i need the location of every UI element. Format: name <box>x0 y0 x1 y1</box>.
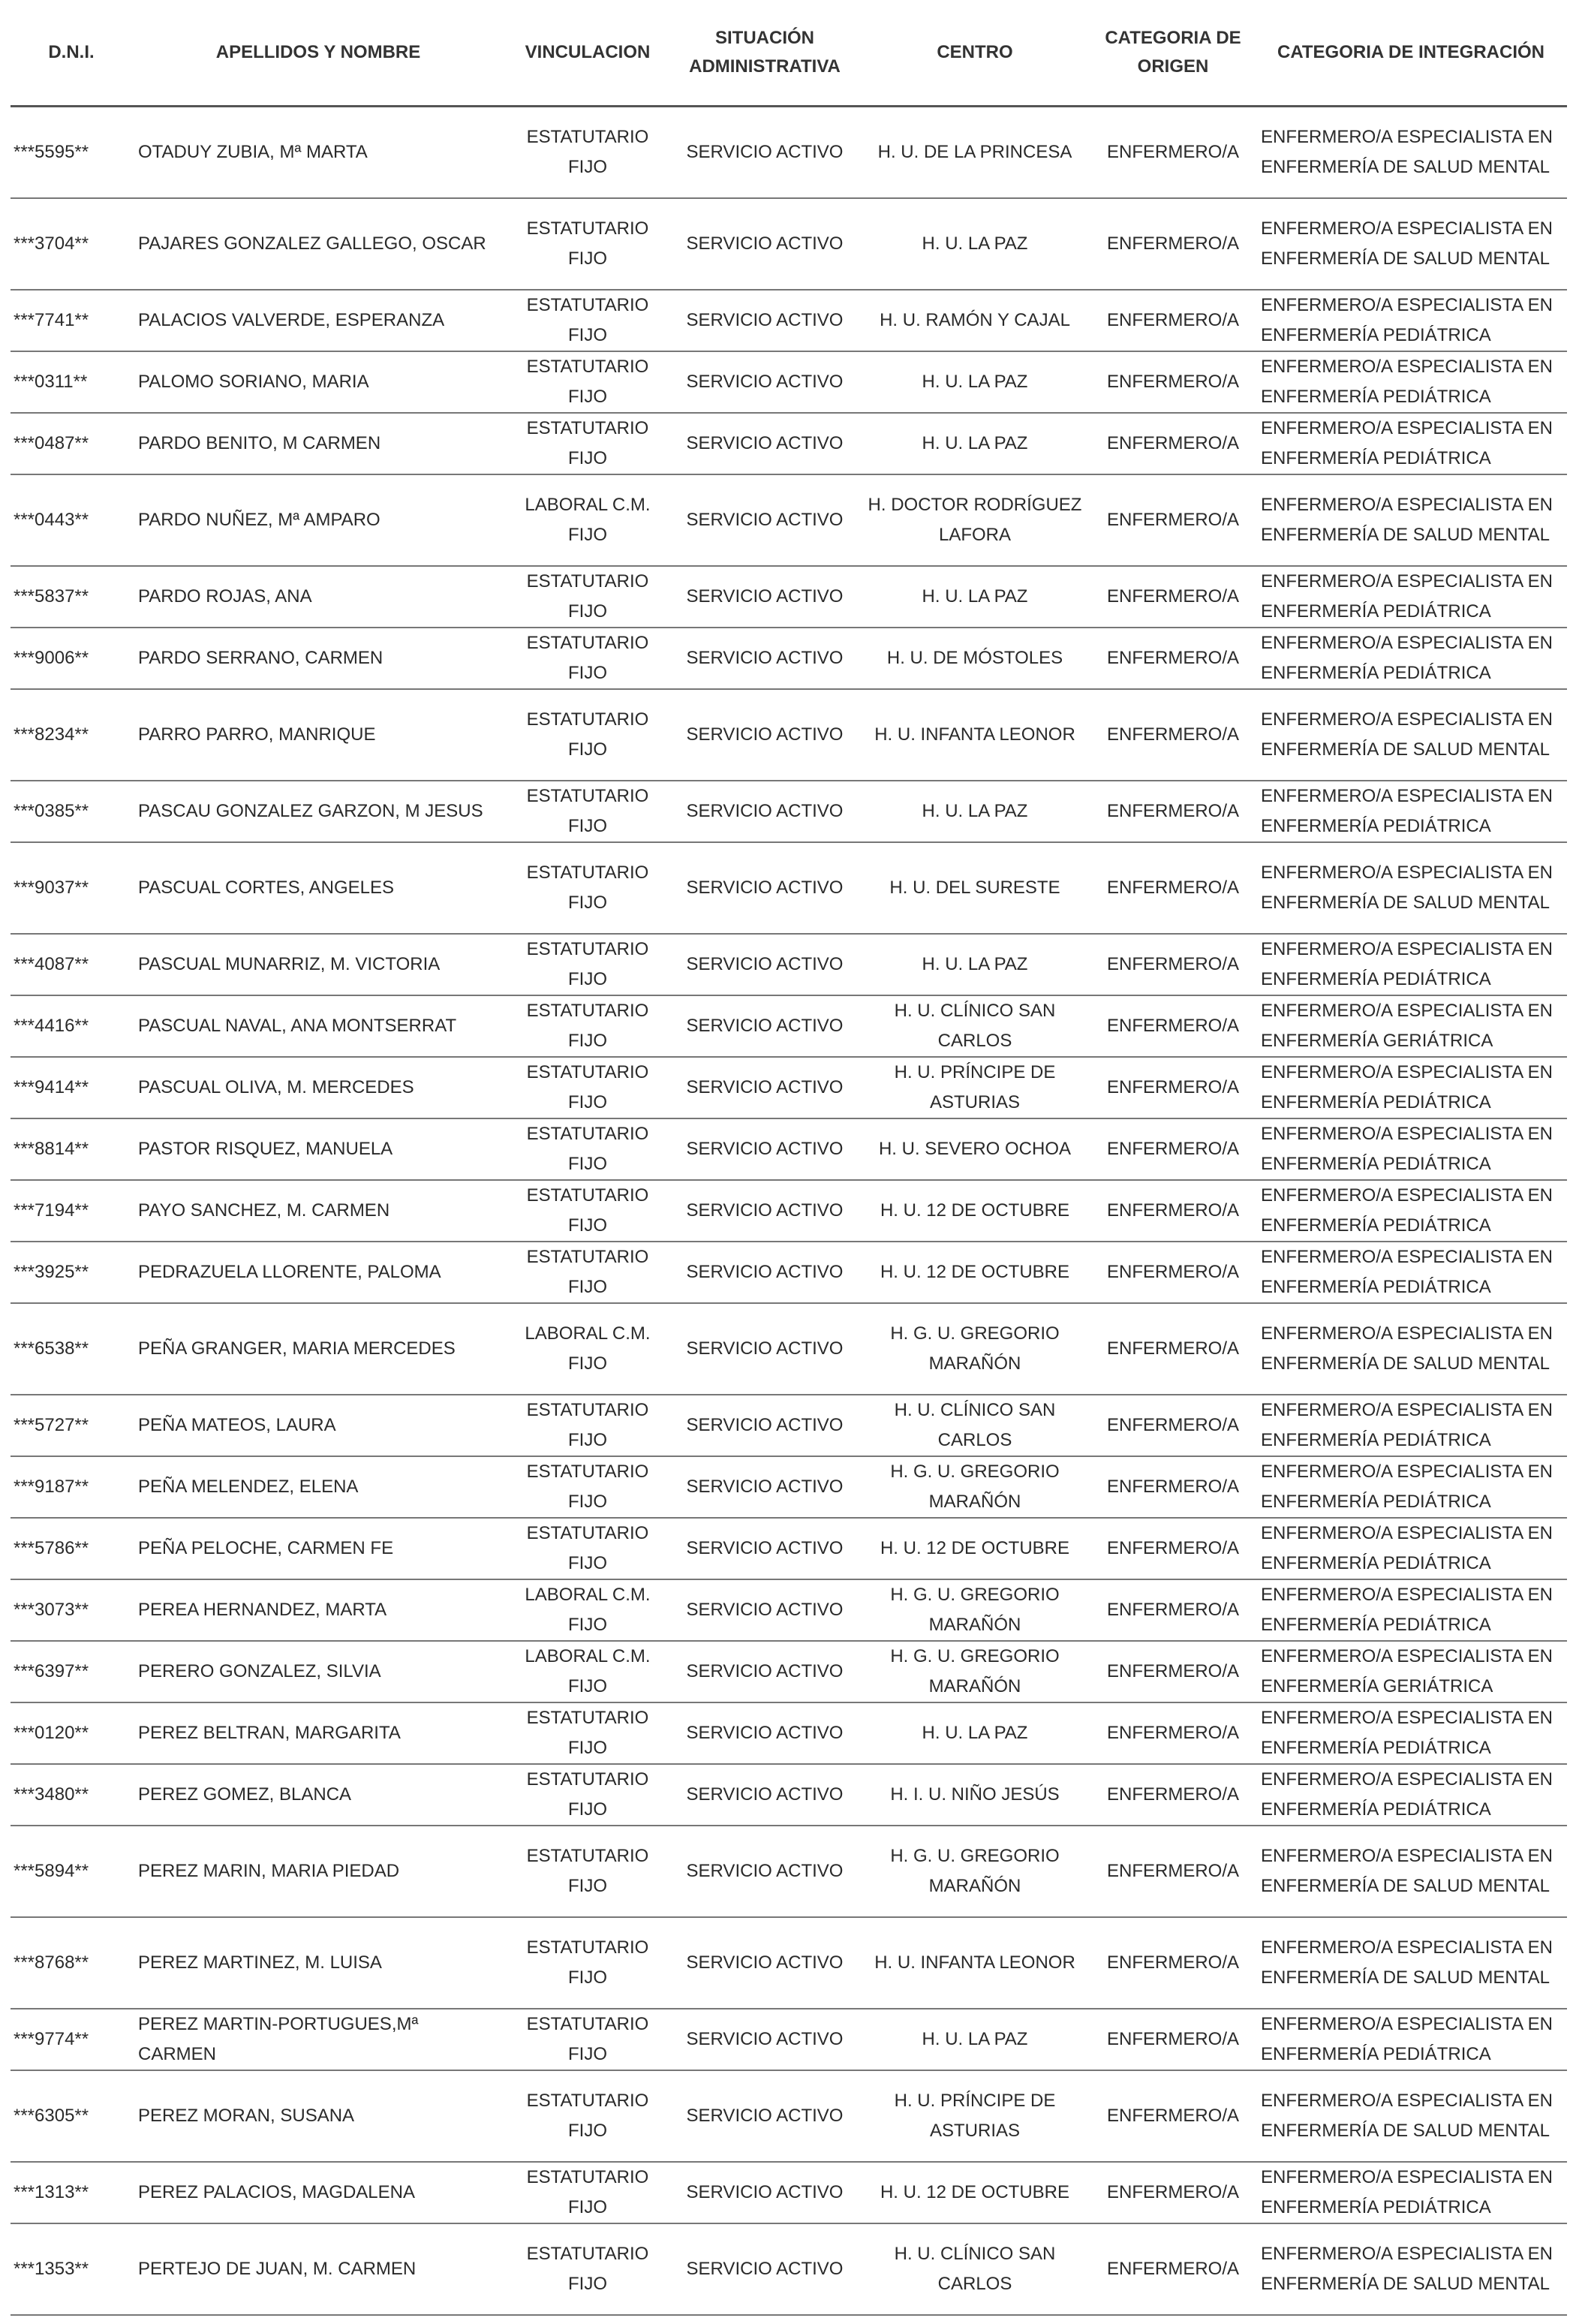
cell-centro: H. U. LA PAZ <box>859 566 1091 628</box>
cell-vinculacion: ESTATUTARIO FIJO <box>504 290 671 351</box>
table-row <box>11 351 1567 413</box>
cell-situacion: SERVICIO ACTIVO <box>671 566 859 628</box>
cell-name: PARDO NUÑEZ, Mª AMPARO <box>132 474 504 566</box>
table-row <box>11 628 1567 689</box>
cell-categoria-integracion: ENFERMERO/A ESPECIALISTA EN ENFERMERÍA PEDIÁTRICA <box>1255 566 1567 628</box>
cell-categoria-origen: ENFERMERO/A <box>1091 198 1255 290</box>
cell-categoria-origen: ENFERMERO/A <box>1091 2223 1255 2315</box>
cell-categoria-origen: ENFERMERO/A <box>1091 689 1255 781</box>
header-categoria-integracion: CATEGORIA DE INTEGRACIÓN <box>1255 0 1567 107</box>
cell-categoria-origen: ENFERMERO/A <box>1091 995 1255 1057</box>
cell-situacion: SERVICIO ACTIVO <box>671 1180 859 1242</box>
cell-categoria-integracion: ENFERMERO/A ESPECIALISTA EN ENFERMERÍA PEDIÁTRICA <box>1255 781 1567 842</box>
header-name: APELLIDOS Y NOMBRE <box>132 0 504 107</box>
cell-centro: H. U. LA PAZ <box>859 351 1091 413</box>
cell-vinculacion: ESTATUTARIO FIJO <box>504 107 671 199</box>
cell-situacion: SERVICIO ACTIVO <box>671 2009 859 2070</box>
cell-situacion: SERVICIO ACTIVO <box>671 1456 859 1518</box>
table-row <box>11 413 1567 474</box>
cell-vinculacion: ESTATUTARIO FIJO <box>504 934 671 995</box>
cell-categoria-integracion: ENFERMERO/A ESPECIALISTA EN ENFERMERÍA PEDIÁTRICA <box>1255 1702 1567 1764</box>
table-row <box>11 1917 1567 2009</box>
document-page <box>11 0 1567 2316</box>
header-dni: D.N.I. <box>11 0 132 107</box>
cell-vinculacion: LABORAL C.M. FIJO <box>504 1641 671 1702</box>
cell-categoria-origen: ENFERMERO/A <box>1091 1579 1255 1641</box>
cell-name: PEREZ MARIN, MARIA PIEDAD <box>132 1826 504 1917</box>
cell-centro: H. U. PRÍNCIPE DE ASTURIAS <box>859 2070 1091 2162</box>
cell-vinculacion: ESTATUTARIO FIJO <box>504 1764 671 1826</box>
cell-centro: H. G. U. GREGORIO MARAÑÓN <box>859 1303 1091 1395</box>
cell-dni: ***9774** <box>11 2009 132 2070</box>
cell-centro: H. U. 12 DE OCTUBRE <box>859 1518 1091 1579</box>
cell-dni: ***5595** <box>11 107 132 199</box>
table-row <box>11 198 1567 290</box>
cell-dni: ***5837** <box>11 566 132 628</box>
table-row <box>11 290 1567 351</box>
cell-vinculacion: ESTATUTARIO FIJO <box>504 1518 671 1579</box>
cell-vinculacion: ESTATUTARIO FIJO <box>504 2223 671 2315</box>
cell-dni: ***3480** <box>11 1764 132 1826</box>
cell-centro: H. U. PRÍNCIPE DE ASTURIAS <box>859 1057 1091 1118</box>
cell-categoria-origen: ENFERMERO/A <box>1091 1395 1255 1456</box>
cell-name: PARDO ROJAS, ANA <box>132 566 504 628</box>
cell-categoria-origen: ENFERMERO/A <box>1091 2162 1255 2223</box>
cell-situacion: SERVICIO ACTIVO <box>671 1702 859 1764</box>
cell-name: PASCUAL NAVAL, ANA MONTSERRAT <box>132 995 504 1057</box>
table-row <box>11 1518 1567 1579</box>
cell-situacion: SERVICIO ACTIVO <box>671 1518 859 1579</box>
cell-centro: H. G. U. GREGORIO MARAÑÓN <box>859 1826 1091 1917</box>
cell-centro: H. U. SEVERO OCHOA <box>859 1118 1091 1180</box>
cell-categoria-integracion: ENFERMERO/A ESPECIALISTA EN ENFERMERÍA PEDIÁTRICA <box>1255 1456 1567 1518</box>
cell-vinculacion: ESTATUTARIO FIJO <box>504 842 671 934</box>
cell-name: PEÑA MATEOS, LAURA <box>132 1395 504 1456</box>
cell-centro: H. U. 12 DE OCTUBRE <box>859 2162 1091 2223</box>
cell-situacion: SERVICIO ACTIVO <box>671 351 859 413</box>
cell-vinculacion: ESTATUTARIO FIJO <box>504 1395 671 1456</box>
cell-situacion: SERVICIO ACTIVO <box>671 198 859 290</box>
table-row <box>11 566 1567 628</box>
cell-name: PASCUAL MUNARRIZ, M. VICTORIA <box>132 934 504 995</box>
cell-dni: ***0487** <box>11 413 132 474</box>
cell-dni: ***7741** <box>11 290 132 351</box>
cell-centro: H. U. CLÍNICO SAN CARLOS <box>859 2223 1091 2315</box>
table-row <box>11 1702 1567 1764</box>
cell-categoria-origen: ENFERMERO/A <box>1091 781 1255 842</box>
cell-categoria-integracion: ENFERMERO/A ESPECIALISTA EN ENFERMERÍA PEDIÁTRICA <box>1255 351 1567 413</box>
table-row <box>11 2162 1567 2223</box>
cell-dni: ***0120** <box>11 1702 132 1764</box>
cell-vinculacion: ESTATUTARIO FIJO <box>504 628 671 689</box>
cell-dni: ***3925** <box>11 1242 132 1303</box>
cell-dni: ***1353** <box>11 2223 132 2315</box>
cell-categoria-origen: ENFERMERO/A <box>1091 1057 1255 1118</box>
table-row <box>11 781 1567 842</box>
header-centro: CENTRO <box>859 0 1091 107</box>
cell-categoria-origen: ENFERMERO/A <box>1091 1456 1255 1518</box>
table-row <box>11 1180 1567 1242</box>
cell-name: PAJARES GONZALEZ GALLEGO, OSCAR <box>132 198 504 290</box>
table-row <box>11 107 1567 199</box>
table-row <box>11 1579 1567 1641</box>
cell-categoria-integracion: ENFERMERO/A ESPECIALISTA EN ENFERMERÍA DE SALUD MENTAL <box>1255 107 1567 199</box>
cell-vinculacion: ESTATUTARIO FIJO <box>504 2009 671 2070</box>
cell-situacion: SERVICIO ACTIVO <box>671 1917 859 2009</box>
table-row <box>11 1057 1567 1118</box>
cell-categoria-origen: ENFERMERO/A <box>1091 1303 1255 1395</box>
cell-name: PERERO GONZALEZ, SILVIA <box>132 1641 504 1702</box>
cell-name: PASCUAL CORTES, ANGELES <box>132 842 504 934</box>
cell-categoria-origen: ENFERMERO/A <box>1091 1118 1255 1180</box>
cell-centro: H. I. U. NIÑO JESÚS <box>859 1764 1091 1826</box>
cell-dni: ***3073** <box>11 1579 132 1641</box>
table-row <box>11 2223 1567 2315</box>
cell-situacion: SERVICIO ACTIVO <box>671 1057 859 1118</box>
cell-categoria-origen: ENFERMERO/A <box>1091 1180 1255 1242</box>
cell-categoria-integracion: ENFERMERO/A ESPECIALISTA EN ENFERMERÍA PEDIÁTRICA <box>1255 1579 1567 1641</box>
cell-name: PEREZ GOMEZ, BLANCA <box>132 1764 504 1826</box>
cell-vinculacion: ESTATUTARIO FIJO <box>504 1057 671 1118</box>
cell-categoria-integracion: ENFERMERO/A ESPECIALISTA EN ENFERMERÍA PEDIÁTRICA <box>1255 1764 1567 1826</box>
cell-dni: ***8234** <box>11 689 132 781</box>
cell-vinculacion: ESTATUTARIO FIJO <box>504 1180 671 1242</box>
cell-dni: ***5786** <box>11 1518 132 1579</box>
table-row <box>11 1242 1567 1303</box>
cell-situacion: SERVICIO ACTIVO <box>671 2223 859 2315</box>
cell-situacion: SERVICIO ACTIVO <box>671 628 859 689</box>
table-row <box>11 689 1567 781</box>
cell-dni: ***3704** <box>11 198 132 290</box>
cell-situacion: SERVICIO ACTIVO <box>671 842 859 934</box>
cell-centro: H. DOCTOR RODRÍGUEZ LAFORA <box>859 474 1091 566</box>
cell-name: PEREA HERNANDEZ, MARTA <box>132 1579 504 1641</box>
cell-centro: H. U. 12 DE OCTUBRE <box>859 1180 1091 1242</box>
table-row <box>11 1303 1567 1395</box>
cell-situacion: SERVICIO ACTIVO <box>671 1579 859 1641</box>
table-row <box>11 1641 1567 1702</box>
cell-categoria-integracion: ENFERMERO/A ESPECIALISTA EN ENFERMERÍA DE SALUD MENTAL <box>1255 1917 1567 2009</box>
cell-dni: ***9414** <box>11 1057 132 1118</box>
cell-situacion: SERVICIO ACTIVO <box>671 781 859 842</box>
cell-dni: ***4087** <box>11 934 132 995</box>
cell-categoria-integracion: ENFERMERO/A ESPECIALISTA EN ENFERMERÍA PEDIÁTRICA <box>1255 1395 1567 1456</box>
cell-categoria-integracion: ENFERMERO/A ESPECIALISTA EN ENFERMERÍA DE SALUD MENTAL <box>1255 2223 1567 2315</box>
cell-categoria-origen: ENFERMERO/A <box>1091 474 1255 566</box>
cell-name: PARDO SERRANO, CARMEN <box>132 628 504 689</box>
cell-situacion: SERVICIO ACTIVO <box>671 1303 859 1395</box>
cell-centro: H. U. INFANTA LEONOR <box>859 689 1091 781</box>
cell-situacion: SERVICIO ACTIVO <box>671 1395 859 1456</box>
cell-vinculacion: ESTATUTARIO FIJO <box>504 1118 671 1180</box>
cell-vinculacion: LABORAL C.M. FIJO <box>504 474 671 566</box>
cell-situacion: SERVICIO ACTIVO <box>671 2162 859 2223</box>
cell-dni: ***8814** <box>11 1118 132 1180</box>
cell-situacion: SERVICIO ACTIVO <box>671 1826 859 1917</box>
cell-name: PEREZ MARTINEZ, M. LUISA <box>132 1917 504 2009</box>
table-row <box>11 1118 1567 1180</box>
cell-dni: ***5894** <box>11 1826 132 1917</box>
cell-situacion: SERVICIO ACTIVO <box>671 2070 859 2162</box>
cell-categoria-origen: ENFERMERO/A <box>1091 351 1255 413</box>
cell-categoria-integracion: ENFERMERO/A ESPECIALISTA EN ENFERMERÍA GERIÁTRICA <box>1255 1641 1567 1702</box>
cell-centro: H. U. CLÍNICO SAN CARLOS <box>859 995 1091 1057</box>
cell-categoria-integracion: ENFERMERO/A ESPECIALISTA EN ENFERMERÍA PEDIÁTRICA <box>1255 2162 1567 2223</box>
cell-vinculacion: ESTATUTARIO FIJO <box>504 1456 671 1518</box>
cell-dni: ***7194** <box>11 1180 132 1242</box>
cell-name: PEREZ MORAN, SUSANA <box>132 2070 504 2162</box>
table-row <box>11 1395 1567 1456</box>
cell-categoria-origen: ENFERMERO/A <box>1091 842 1255 934</box>
cell-dni: ***6305** <box>11 2070 132 2162</box>
table-body <box>11 107 1567 2316</box>
cell-centro: H. U. DE MÓSTOLES <box>859 628 1091 689</box>
cell-name: PEREZ BELTRAN, MARGARITA <box>132 1702 504 1764</box>
cell-categoria-integracion: ENFERMERO/A ESPECIALISTA EN ENFERMERÍA PEDIÁTRICA <box>1255 2009 1567 2070</box>
cell-categoria-integracion: ENFERMERO/A ESPECIALISTA EN ENFERMERÍA DE SALUD MENTAL <box>1255 689 1567 781</box>
cell-vinculacion: ESTATUTARIO FIJO <box>504 2070 671 2162</box>
cell-vinculacion: ESTATUTARIO FIJO <box>504 198 671 290</box>
cell-centro: H. G. U. GREGORIO MARAÑÓN <box>859 1641 1091 1702</box>
cell-categoria-integracion: ENFERMERO/A ESPECIALISTA EN ENFERMERÍA DE SALUD MENTAL <box>1255 474 1567 566</box>
cell-categoria-integracion: ENFERMERO/A ESPECIALISTA EN ENFERMERÍA PEDIÁTRICA <box>1255 1180 1567 1242</box>
cell-categoria-integracion: ENFERMERO/A ESPECIALISTA EN ENFERMERÍA GERIÁTRICA <box>1255 995 1567 1057</box>
cell-categoria-origen: ENFERMERO/A <box>1091 628 1255 689</box>
cell-categoria-origen: ENFERMERO/A <box>1091 1641 1255 1702</box>
cell-vinculacion: ESTATUTARIO FIJO <box>504 1702 671 1764</box>
cell-vinculacion: LABORAL C.M. FIJO <box>504 1303 671 1395</box>
cell-categoria-integracion: ENFERMERO/A ESPECIALISTA EN ENFERMERÍA PEDIÁTRICA <box>1255 1518 1567 1579</box>
cell-categoria-origen: ENFERMERO/A <box>1091 1764 1255 1826</box>
cell-categoria-integracion: ENFERMERO/A ESPECIALISTA EN ENFERMERÍA DE SALUD MENTAL <box>1255 1826 1567 1917</box>
cell-situacion: SERVICIO ACTIVO <box>671 290 859 351</box>
cell-name: PALOMO SORIANO, MARIA <box>132 351 504 413</box>
cell-categoria-integracion: ENFERMERO/A ESPECIALISTA EN ENFERMERÍA DE SALUD MENTAL <box>1255 198 1567 290</box>
table-row <box>11 1456 1567 1518</box>
cell-centro: H. U. LA PAZ <box>859 413 1091 474</box>
cell-vinculacion: ESTATUTARIO FIJO <box>504 1917 671 2009</box>
cell-vinculacion: ESTATUTARIO FIJO <box>504 689 671 781</box>
header-vinculacion: VINCULACION <box>504 0 671 107</box>
cell-name: PEDRAZUELA LLORENTE, PALOMA <box>132 1242 504 1303</box>
cell-categoria-origen: ENFERMERO/A <box>1091 1242 1255 1303</box>
cell-dni: ***0311** <box>11 351 132 413</box>
header-categoria-origen: CATEGORIA DE ORIGEN <box>1091 0 1255 107</box>
cell-name: PASCUAL OLIVA, M. MERCEDES <box>132 1057 504 1118</box>
cell-vinculacion: ESTATUTARIO FIJO <box>504 2162 671 2223</box>
cell-centro: H. U. LA PAZ <box>859 781 1091 842</box>
cell-vinculacion: ESTATUTARIO FIJO <box>504 995 671 1057</box>
cell-name: PEREZ MARTIN-PORTUGUES,Mª CARMEN <box>132 2009 504 2070</box>
cell-name: PEÑA GRANGER, MARIA MERCEDES <box>132 1303 504 1395</box>
cell-name: PEREZ PALACIOS, MAGDALENA <box>132 2162 504 2223</box>
cell-categoria-integracion: ENFERMERO/A ESPECIALISTA EN ENFERMERÍA DE SALUD MENTAL <box>1255 1303 1567 1395</box>
cell-situacion: SERVICIO ACTIVO <box>671 689 859 781</box>
cell-categoria-origen: ENFERMERO/A <box>1091 413 1255 474</box>
cell-categoria-origen: ENFERMERO/A <box>1091 1917 1255 2009</box>
cell-centro: H. G. U. GREGORIO MARAÑÓN <box>859 1456 1091 1518</box>
cell-vinculacion: ESTATUTARIO FIJO <box>504 413 671 474</box>
table-row <box>11 474 1567 566</box>
cell-name: PEÑA MELENDEZ, ELENA <box>132 1456 504 1518</box>
cell-name: PALACIOS VALVERDE, ESPERANZA <box>132 290 504 351</box>
cell-situacion: SERVICIO ACTIVO <box>671 474 859 566</box>
cell-dni: ***9187** <box>11 1456 132 1518</box>
cell-categoria-integracion: ENFERMERO/A ESPECIALISTA EN ENFERMERÍA PEDIÁTRICA <box>1255 1057 1567 1118</box>
cell-categoria-integracion: ENFERMERO/A ESPECIALISTA EN ENFERMERÍA PEDIÁTRICA <box>1255 934 1567 995</box>
table-row <box>11 2009 1567 2070</box>
cell-categoria-integracion: ENFERMERO/A ESPECIALISTA EN ENFERMERÍA PEDIÁTRICA <box>1255 290 1567 351</box>
table-row <box>11 842 1567 934</box>
cell-categoria-origen: ENFERMERO/A <box>1091 1826 1255 1917</box>
cell-categoria-origen: ENFERMERO/A <box>1091 2070 1255 2162</box>
table-row <box>11 1826 1567 1917</box>
table-header-row <box>11 0 1567 107</box>
table-row <box>11 995 1567 1057</box>
cell-vinculacion: ESTATUTARIO FIJO <box>504 351 671 413</box>
cell-situacion: SERVICIO ACTIVO <box>671 1764 859 1826</box>
cell-situacion: SERVICIO ACTIVO <box>671 1641 859 1702</box>
table-row <box>11 1764 1567 1826</box>
cell-centro: H. U. CLÍNICO SAN CARLOS <box>859 1395 1091 1456</box>
cell-dni: ***0385** <box>11 781 132 842</box>
cell-dni: ***6397** <box>11 1641 132 1702</box>
cell-situacion: SERVICIO ACTIVO <box>671 1242 859 1303</box>
cell-categoria-origen: ENFERMERO/A <box>1091 2009 1255 2070</box>
cell-centro: H. U. DEL SURESTE <box>859 842 1091 934</box>
cell-dni: ***9037** <box>11 842 132 934</box>
staff-integration-table <box>11 0 1567 2316</box>
cell-name: PEÑA PELOCHE, CARMEN FE <box>132 1518 504 1579</box>
cell-situacion: SERVICIO ACTIVO <box>671 1118 859 1180</box>
cell-centro: H. U. RAMÓN Y CAJAL <box>859 290 1091 351</box>
cell-vinculacion: ESTATUTARIO FIJO <box>504 1242 671 1303</box>
cell-categoria-origen: ENFERMERO/A <box>1091 566 1255 628</box>
cell-centro: H. G. U. GREGORIO MARAÑÓN <box>859 1579 1091 1641</box>
table-row <box>11 934 1567 995</box>
cell-dni: ***4416** <box>11 995 132 1057</box>
cell-name: PASCAU GONZALEZ GARZON, M JESUS <box>132 781 504 842</box>
cell-centro: H. U. INFANTA LEONOR <box>859 1917 1091 2009</box>
cell-name: PASTOR RISQUEZ, MANUELA <box>132 1118 504 1180</box>
cell-categoria-origen: ENFERMERO/A <box>1091 290 1255 351</box>
cell-centro: H. U. LA PAZ <box>859 2009 1091 2070</box>
cell-dni: ***1313** <box>11 2162 132 2223</box>
cell-vinculacion: ESTATUTARIO FIJO <box>504 566 671 628</box>
cell-categoria-integracion: ENFERMERO/A ESPECIALISTA EN ENFERMERÍA PEDIÁTRICA <box>1255 1242 1567 1303</box>
cell-dni: ***9006** <box>11 628 132 689</box>
cell-categoria-origen: ENFERMERO/A <box>1091 1518 1255 1579</box>
cell-centro: H. U. LA PAZ <box>859 1702 1091 1764</box>
cell-dni: ***8768** <box>11 1917 132 2009</box>
cell-categoria-integracion: ENFERMERO/A ESPECIALISTA EN ENFERMERÍA DE SALUD MENTAL <box>1255 842 1567 934</box>
cell-name: PERTEJO DE JUAN, M. CARMEN <box>132 2223 504 2315</box>
cell-centro: H. U. DE LA PRINCESA <box>859 107 1091 199</box>
cell-dni: ***5727** <box>11 1395 132 1456</box>
cell-dni: ***6538** <box>11 1303 132 1395</box>
cell-situacion: SERVICIO ACTIVO <box>671 107 859 199</box>
cell-situacion: SERVICIO ACTIVO <box>671 413 859 474</box>
cell-name: PAYO SANCHEZ, M. CARMEN <box>132 1180 504 1242</box>
cell-centro: H. U. 12 DE OCTUBRE <box>859 1242 1091 1303</box>
cell-name: PARRO PARRO, MANRIQUE <box>132 689 504 781</box>
cell-centro: H. U. LA PAZ <box>859 198 1091 290</box>
table-row <box>11 2070 1567 2162</box>
cell-categoria-integracion: ENFERMERO/A ESPECIALISTA EN ENFERMERÍA PEDIÁTRICA <box>1255 1118 1567 1180</box>
cell-categoria-origen: ENFERMERO/A <box>1091 1702 1255 1764</box>
cell-vinculacion: ESTATUTARIO FIJO <box>504 781 671 842</box>
cell-categoria-origen: ENFERMERO/A <box>1091 107 1255 199</box>
cell-categoria-integracion: ENFERMERO/A ESPECIALISTA EN ENFERMERÍA PEDIÁTRICA <box>1255 413 1567 474</box>
cell-name: OTADUY ZUBIA, Mª MARTA <box>132 107 504 199</box>
cell-centro: H. U. LA PAZ <box>859 934 1091 995</box>
cell-dni: ***0443** <box>11 474 132 566</box>
cell-categoria-origen: ENFERMERO/A <box>1091 934 1255 995</box>
header-situacion: SITUACIÓN ADMINISTRATIVA <box>671 0 859 107</box>
cell-name: PARDO BENITO, M CARMEN <box>132 413 504 474</box>
cell-vinculacion: ESTATUTARIO FIJO <box>504 1826 671 1917</box>
cell-categoria-integracion: ENFERMERO/A ESPECIALISTA EN ENFERMERÍA DE SALUD MENTAL <box>1255 2070 1567 2162</box>
cell-situacion: SERVICIO ACTIVO <box>671 934 859 995</box>
cell-vinculacion: LABORAL C.M. FIJO <box>504 1579 671 1641</box>
cell-categoria-integracion: ENFERMERO/A ESPECIALISTA EN ENFERMERÍA PEDIÁTRICA <box>1255 628 1567 689</box>
cell-situacion: SERVICIO ACTIVO <box>671 995 859 1057</box>
